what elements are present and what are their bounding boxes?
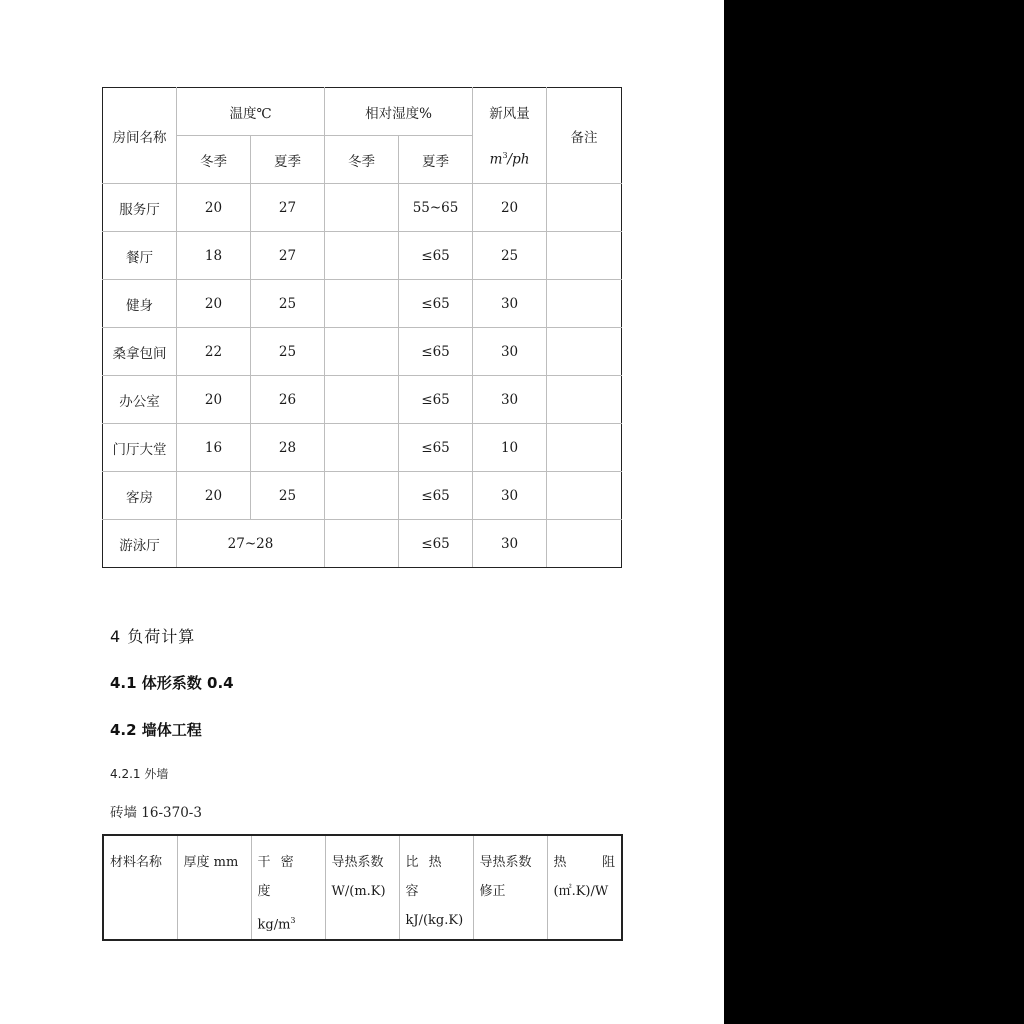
section-title-load-calculation: 4 负荷计算 [110, 627, 196, 646]
cell-hum-winter [325, 328, 399, 376]
cell-hum-summer: ≤65 [399, 232, 473, 280]
thermal-resistance-a: 热 [553, 855, 567, 870]
header-temp-winter: 冬季 [177, 136, 251, 184]
cell-room-name: 游泳厅 [103, 520, 177, 568]
header-temperature: 温度℃ [177, 88, 325, 136]
dry-density-unit-text: kg/m [257, 917, 291, 933]
header-dry-density [251, 835, 325, 940]
table-header-row [103, 835, 622, 940]
table-row [103, 520, 622, 568]
header-thermal-resistance [547, 835, 622, 940]
conductivity-correction-label: 导热系数 [479, 855, 532, 870]
cell-temp-winter: 16 [177, 424, 251, 472]
cell-hum-winter [325, 184, 399, 232]
cell-temp-winter: 22 [177, 328, 251, 376]
cell-temp-winter: 20 [177, 184, 251, 232]
cell-remark [547, 232, 622, 280]
section-exterior-wall: 4.2.1 外墙 [110, 767, 169, 781]
cell-temp-summer: 27 [251, 184, 325, 232]
cell-temp-winter: 20 [177, 472, 251, 520]
section-wall-engineering: 4.2 墙体工程 [110, 721, 202, 739]
cell-temp-summer: 25 [251, 328, 325, 376]
header-remarks: 备注 [547, 88, 622, 184]
conductivity-correction-label-2: 修正 [479, 884, 506, 899]
cell-temp-summer: 25 [251, 472, 325, 520]
cell-hum-summer: ≤65 [399, 424, 473, 472]
cell-remark [547, 520, 622, 568]
cell-temp-summer: 25 [251, 280, 325, 328]
cell-remark [547, 472, 622, 520]
cell-hum-winter [325, 232, 399, 280]
thermal-resistance-unit: (㎡.K)/W [553, 884, 609, 899]
table-row [103, 328, 622, 376]
cell-temp-summer: 26 [251, 376, 325, 424]
cell-fresh-air: 20 [473, 184, 547, 232]
cell-hum-summer: ≤65 [399, 328, 473, 376]
cell-room-name: 桑拿包间 [103, 328, 177, 376]
header-fresh-air-unit: $m^3/ph$ [473, 136, 547, 184]
cell-hum-winter [325, 280, 399, 328]
cell-hum-winter [325, 520, 399, 568]
cell-temp-winter: 20 [177, 280, 251, 328]
header-thickness [177, 835, 251, 940]
header-material-name [103, 835, 177, 940]
header-room-name: 房间名称 [103, 88, 177, 184]
thermal-conductivity-unit: W/(m.K) [331, 884, 386, 899]
cell-remark [547, 328, 622, 376]
header-specific-heat [399, 835, 473, 940]
cell-fresh-air: 30 [473, 328, 547, 376]
dry-density-label: 干 密 度 [257, 855, 297, 899]
cell-fresh-air: 30 [473, 520, 547, 568]
cell-hum-summer: 55~65 [399, 184, 473, 232]
table-row [103, 424, 622, 472]
cell-room-name: 客房 [103, 472, 177, 520]
dry-density-unit: $kg/m^3$ [257, 916, 296, 933]
cell-temp-both: 27~28 [177, 520, 325, 568]
cell-fresh-air: 30 [473, 472, 547, 520]
cell-room-name: 餐厅 [103, 232, 177, 280]
cell-hum-winter [325, 376, 399, 424]
header-temp-summer: 夏季 [251, 136, 325, 184]
cell-hum-summer: ≤65 [399, 376, 473, 424]
cell-fresh-air: 25 [473, 232, 547, 280]
thickness-label: 厚度 mm [183, 855, 239, 870]
specific-heat-unit: kJ/(kg.K) [405, 913, 464, 928]
cell-hum-summer: ≤65 [399, 280, 473, 328]
thermal-resistance-b: 阻 [601, 855, 615, 870]
cell-hum-winter [325, 472, 399, 520]
cell-room-name: 门厅大堂 [103, 424, 177, 472]
material-name-label: 材料名称 [110, 855, 163, 870]
cell-room-name: 办公室 [103, 376, 177, 424]
cell-hum-summer: ≤65 [399, 472, 473, 520]
design-parameters-table [102, 87, 622, 568]
cell-room-name: 服务厅 [103, 184, 177, 232]
cell-temp-winter: 20 [177, 376, 251, 424]
table-row [103, 280, 622, 328]
section-shape-coefficient: 4.1 体形系数 0.4 [110, 674, 234, 692]
wall-type-text: 砖墙 16-370-3 [110, 805, 202, 821]
cell-remark [547, 376, 622, 424]
thermal-conductivity-label: 导热系数 [331, 855, 384, 870]
cell-room-name: 健身 [103, 280, 177, 328]
right-black-band [724, 0, 1024, 1024]
header-hum-winter: 冬季 [325, 136, 399, 184]
cell-hum-winter [325, 424, 399, 472]
table-row [103, 184, 622, 232]
table-subheader-row [103, 136, 622, 184]
header-thermal-conductivity [325, 835, 399, 940]
header-conductivity-correction [473, 835, 547, 940]
header-fresh-air: 新风量 [473, 88, 547, 136]
cell-fresh-air: 10 [473, 424, 547, 472]
cell-temp-summer: 27 [251, 232, 325, 280]
thermal-resistance-label [554, 848, 616, 877]
cell-hum-summer: ≤65 [399, 520, 473, 568]
material-properties-table [102, 834, 623, 941]
cell-fresh-air: 30 [473, 376, 547, 424]
cell-temp-summer: 28 [251, 424, 325, 472]
cell-temp-winter: 18 [177, 232, 251, 280]
table-row [103, 232, 622, 280]
header-humidity: 相对湿度% [325, 88, 473, 136]
cell-remark [547, 184, 622, 232]
cell-remark [547, 280, 622, 328]
table-header-row [103, 88, 622, 136]
cell-remark [547, 424, 622, 472]
header-hum-summer: 夏季 [399, 136, 473, 184]
table-row [103, 376, 622, 424]
cell-fresh-air: 30 [473, 280, 547, 328]
table-row [103, 472, 622, 520]
specific-heat-label: 比 热 容 [405, 855, 445, 899]
